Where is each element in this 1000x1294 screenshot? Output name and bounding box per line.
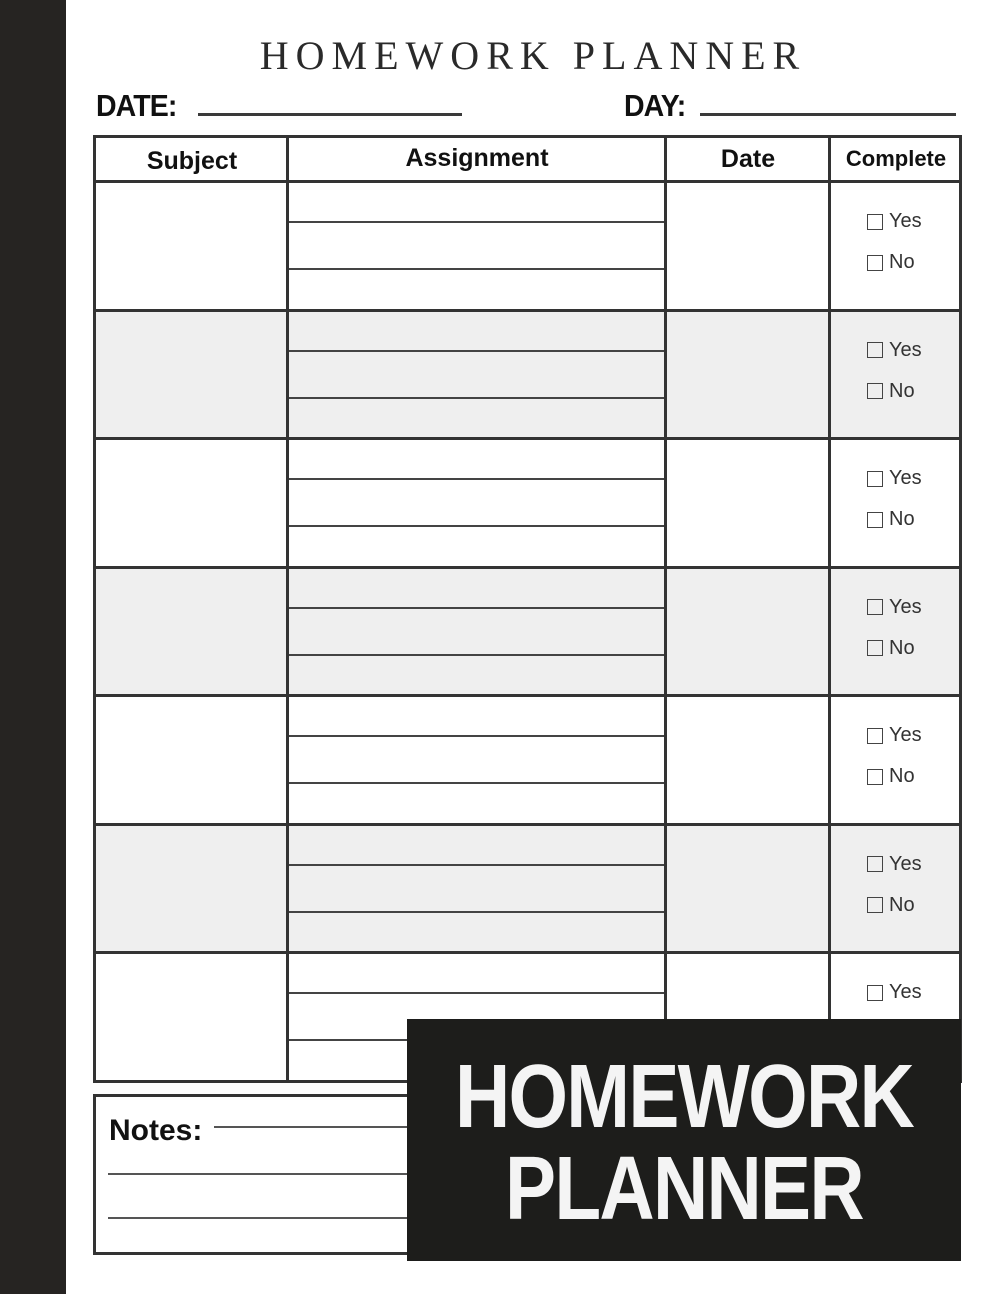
no-label: No [889, 893, 915, 916]
checkbox-icon[interactable] [867, 640, 883, 656]
assignment-line[interactable] [289, 864, 665, 866]
yes-option[interactable] [867, 724, 922, 747]
yes-option[interactable] [867, 981, 922, 1004]
date-label: DATE: [96, 88, 177, 123]
header-complete: Complete [830, 138, 962, 183]
assignment-line[interactable] [289, 397, 665, 399]
no-label: No [889, 251, 915, 273]
no-option[interactable] [867, 765, 915, 788]
checkbox-icon[interactable] [867, 769, 883, 785]
notes-line[interactable] [108, 1217, 416, 1219]
checkbox-icon[interactable] [867, 599, 883, 615]
header-subject: Subject [96, 138, 288, 183]
checkbox-icon[interactable] [867, 214, 883, 230]
yes-label: Yes [889, 338, 922, 361]
no-label: No [889, 765, 915, 787]
yes-label: Yes [889, 467, 922, 489]
assignment-line[interactable] [289, 350, 665, 352]
yes-option[interactable] [867, 339, 922, 362]
assignment-line[interactable] [289, 992, 665, 994]
day-input-line[interactable] [700, 113, 956, 116]
assignment-line[interactable] [289, 221, 665, 223]
checkbox-icon[interactable] [867, 512, 883, 528]
day-label: DAY: [624, 88, 686, 123]
no-option[interactable] [867, 508, 915, 531]
column-divider [664, 138, 667, 1080]
no-label: No [889, 508, 915, 530]
yes-option[interactable] [867, 467, 922, 490]
assignment-line[interactable] [289, 525, 665, 527]
assignment-line[interactable] [289, 654, 665, 656]
yes-option[interactable] [867, 596, 922, 619]
badge-line-1: HOMEWORK [454, 1047, 914, 1147]
header-date: Date [666, 138, 830, 183]
no-label: No [889, 379, 915, 402]
assignment-line[interactable] [289, 478, 665, 480]
checkbox-icon[interactable] [867, 383, 883, 399]
checkbox-icon[interactable] [867, 985, 883, 1001]
column-divider [828, 138, 831, 1080]
column-divider [286, 138, 289, 1080]
assignment-line[interactable] [289, 911, 665, 913]
checkbox-icon[interactable] [867, 897, 883, 913]
book-spine [0, 0, 66, 1294]
assignment-line[interactable] [289, 607, 665, 609]
badge-line-2: PLANNER [505, 1139, 863, 1239]
yes-label: Yes [889, 852, 922, 875]
yes-label: Yes [889, 210, 922, 232]
homework-table [93, 135, 962, 1083]
notes-line[interactable] [214, 1126, 416, 1128]
header-assignment: Assignment [288, 138, 666, 183]
date-input-line[interactable] [198, 113, 462, 116]
no-option[interactable] [867, 251, 915, 274]
notes-line[interactable] [108, 1173, 416, 1175]
no-label: No [889, 636, 915, 659]
yes-option[interactable] [867, 210, 922, 233]
checkbox-icon[interactable] [867, 342, 883, 358]
no-option[interactable] [867, 380, 915, 403]
no-option[interactable] [867, 894, 915, 917]
notes-box[interactable] [93, 1094, 413, 1255]
checkbox-icon[interactable] [867, 255, 883, 271]
page-title: HOMEWORK PLANNER [259, 33, 807, 78]
assignment-line[interactable] [289, 782, 665, 784]
no-option[interactable] [867, 637, 915, 660]
yes-label: Yes [889, 724, 922, 746]
assignment-line[interactable] [289, 268, 665, 270]
checkbox-icon[interactable] [867, 728, 883, 744]
checkbox-icon[interactable] [867, 856, 883, 872]
assignment-line[interactable] [289, 735, 665, 737]
yes-label: Yes [889, 595, 922, 618]
cover-title-badge [407, 1019, 961, 1261]
checkbox-icon[interactable] [867, 471, 883, 487]
notes-label: Notes: [109, 1114, 203, 1147]
yes-option[interactable] [867, 853, 922, 876]
yes-label: Yes [889, 981, 922, 1003]
